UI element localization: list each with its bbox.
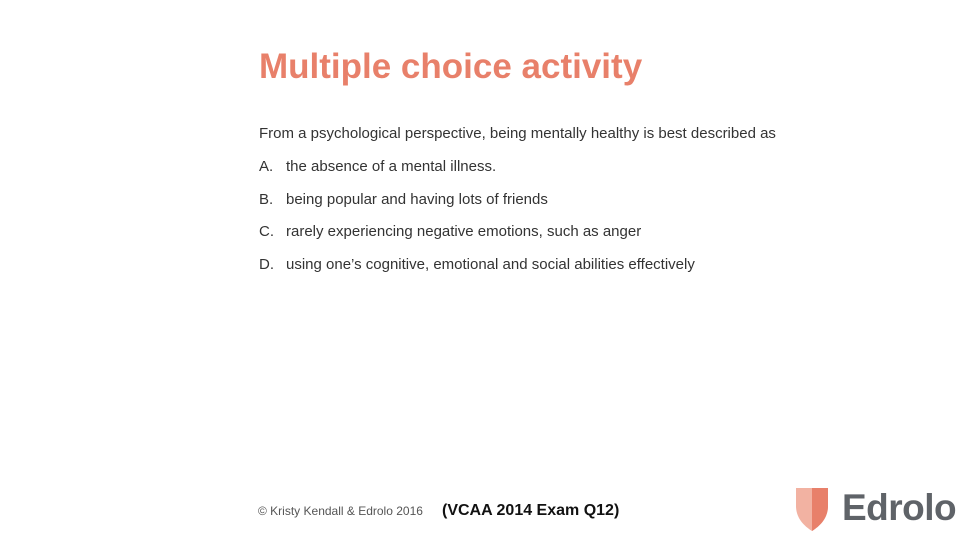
option-d xyxy=(259,255,695,275)
option-b xyxy=(259,190,695,210)
logo-wordmark: Edrolo xyxy=(842,487,957,528)
slide-title: Multiple choice activity xyxy=(259,47,643,86)
option-letter: A. xyxy=(259,158,274,175)
question-text: From a psychological perspective, being mentally healthy is best described as xyxy=(259,125,776,142)
copyright-notice: © Kristy Kendall & Edrolo 2016 xyxy=(258,504,423,518)
shield-icon xyxy=(794,484,830,532)
option-letter: B. xyxy=(259,190,274,208)
exam-source: (VCAA 2014 Exam Q12) xyxy=(442,502,620,519)
option-text: being popular and having lots of friends xyxy=(286,190,548,208)
option-text: the absence of a mental illness. xyxy=(286,158,497,175)
option-text: rarely experiencing negative emotions, such as anger xyxy=(286,223,642,240)
answer-options xyxy=(259,157,695,287)
edrolo-logo xyxy=(794,484,956,532)
option-a xyxy=(259,157,695,177)
option-letter: D. xyxy=(259,255,274,273)
option-text: using one’s cognitive, emotional and social abilities effectively xyxy=(286,255,695,273)
option-letter: C. xyxy=(259,223,274,240)
option-c xyxy=(259,222,695,242)
